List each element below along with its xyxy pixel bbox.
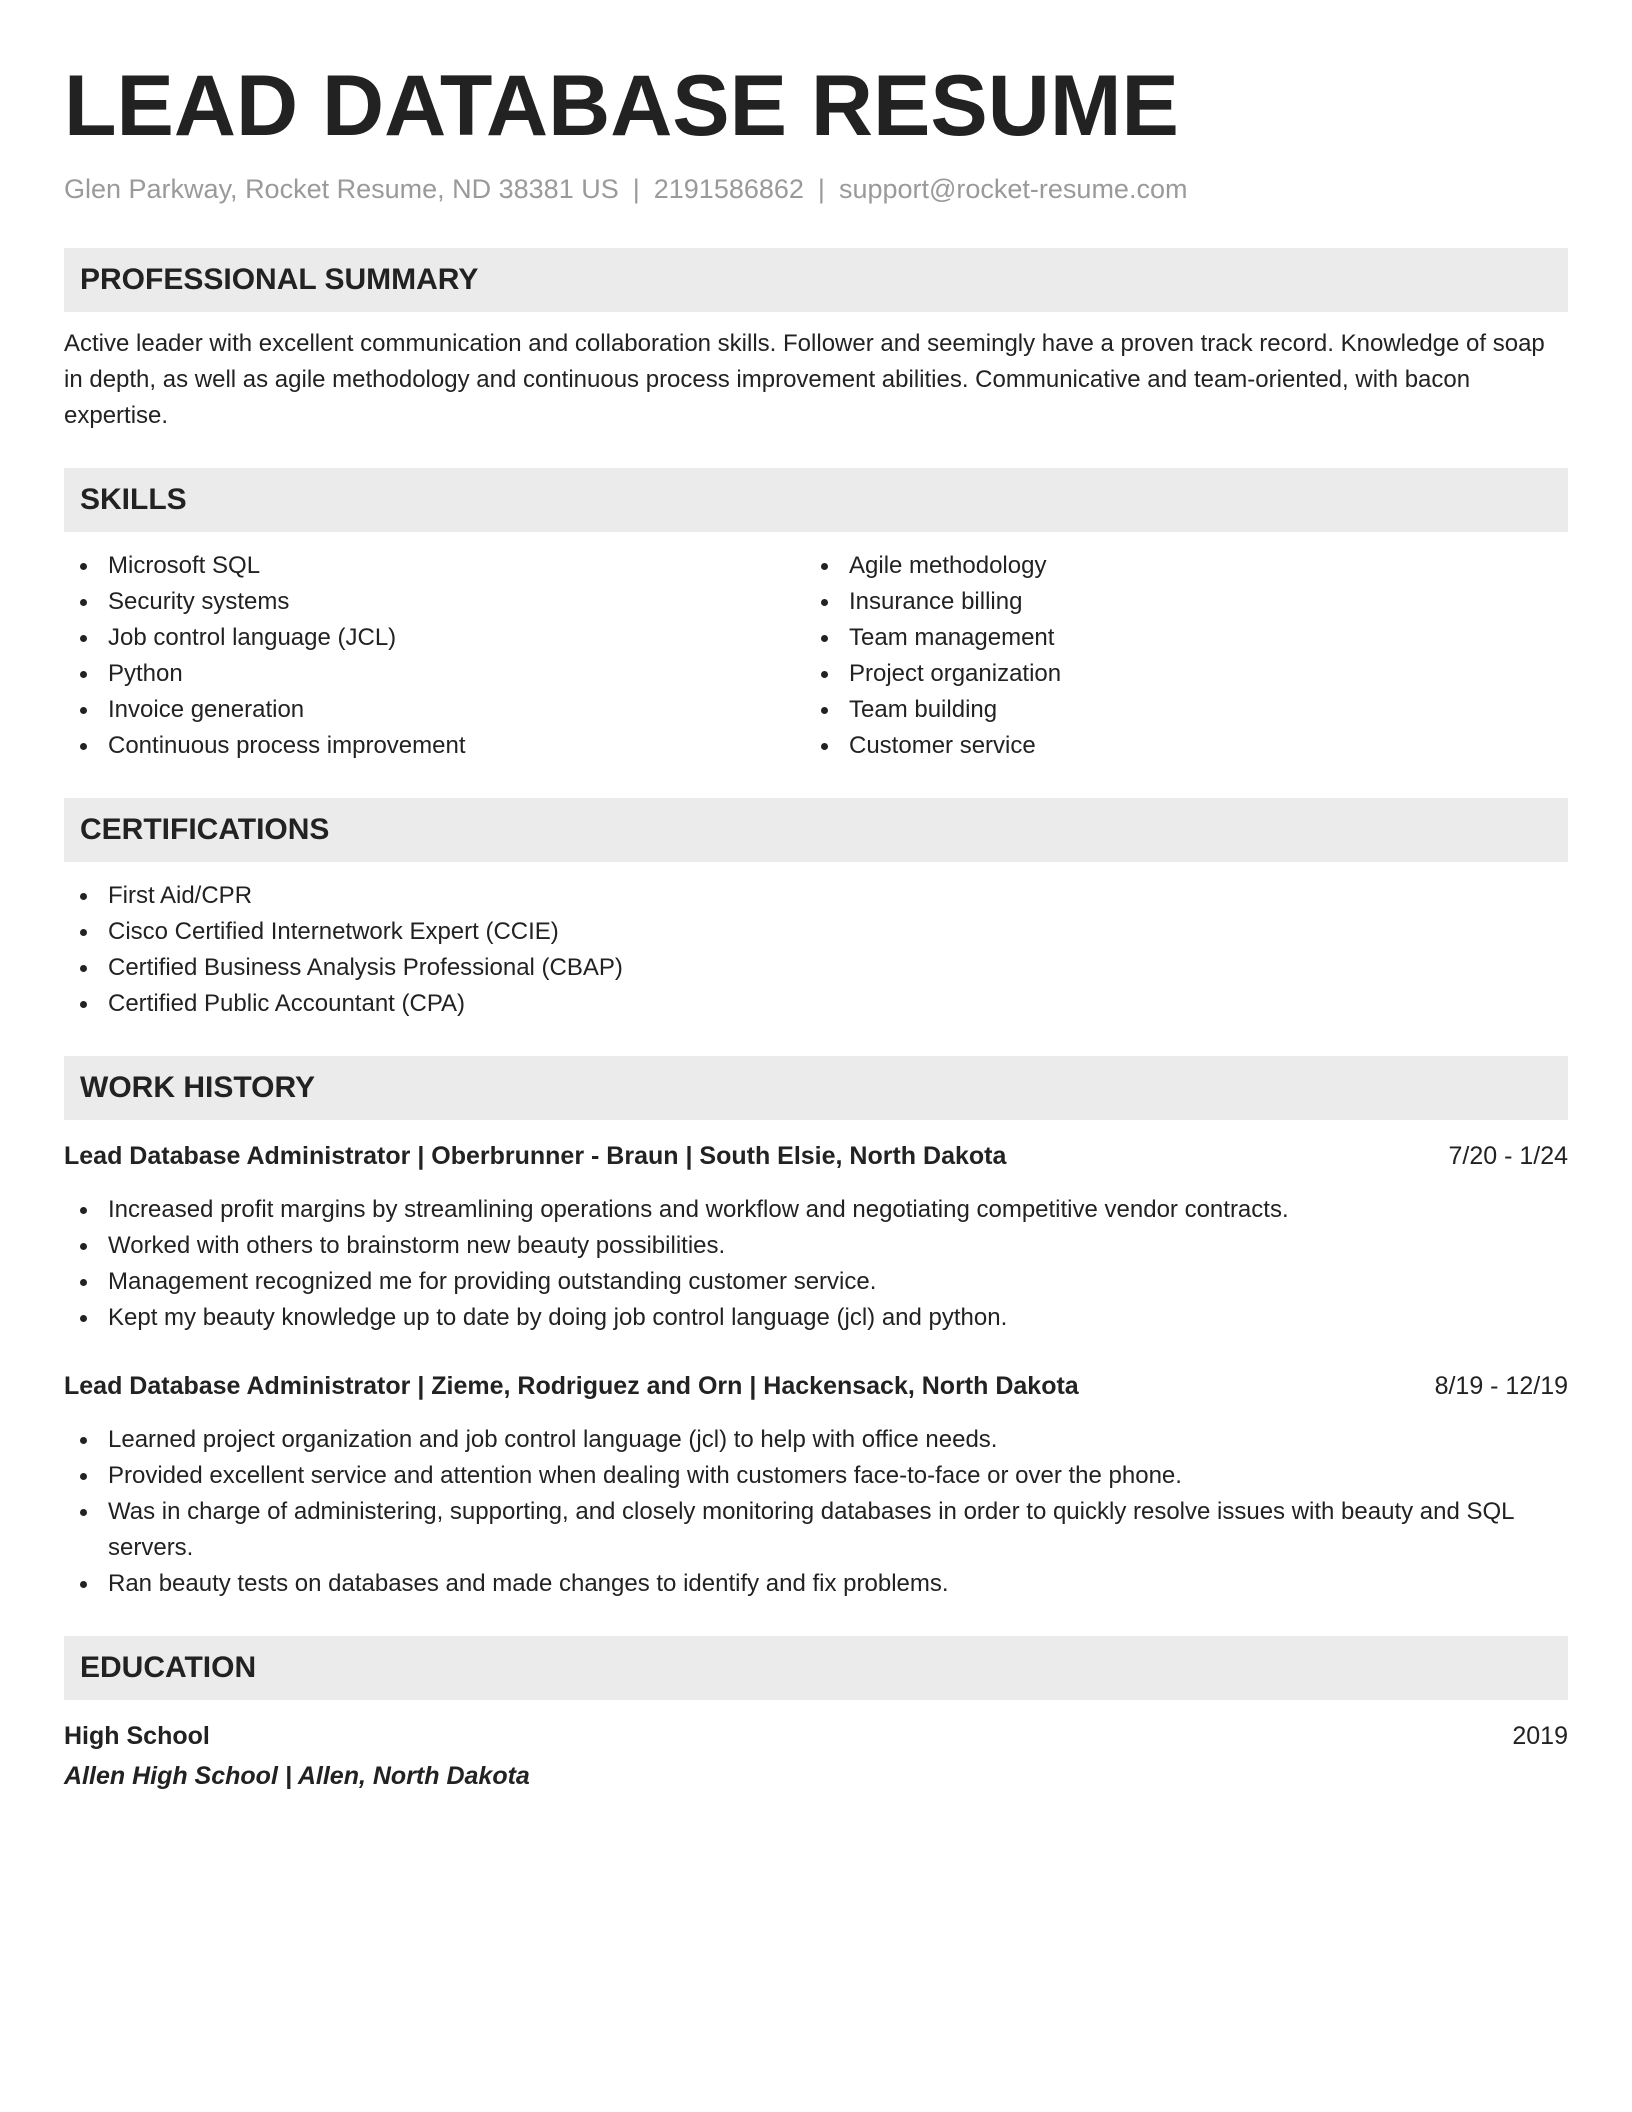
contact-phone: 2191586862 bbox=[653, 174, 804, 204]
work-history-heading: WORK HISTORY bbox=[64, 1056, 1568, 1120]
job-header bbox=[64, 1368, 1568, 1404]
job-bullet: Learned project organization and job control language (jcl) to help with office needs. bbox=[64, 1422, 1568, 1458]
job-bullet: Increased profit margins by streamlining operations and workflow and negotiating competitive vendor contracts. bbox=[64, 1192, 1568, 1228]
certifications-heading: CERTIFICATIONS bbox=[64, 798, 1568, 862]
certification-item: Certified Business Analysis Professional (CBAP) bbox=[64, 950, 1568, 986]
job-bullets bbox=[64, 1422, 1568, 1602]
job-bullet: Kept my beauty knowledge up to date by doing job control language (jcl) and python. bbox=[64, 1300, 1568, 1336]
job-bullet: Management recognized me for providing outstanding customer service. bbox=[64, 1264, 1568, 1300]
skill-item: Team management bbox=[805, 620, 1546, 656]
education-degree: High School bbox=[64, 1722, 210, 1750]
job-entry bbox=[64, 1368, 1568, 1602]
skill-item: Continuous process improvement bbox=[64, 728, 805, 764]
job-dates: 8/19 - 12/19 bbox=[1434, 1372, 1568, 1400]
job-title: Lead Database Administrator | Zieme, Rodriguez and Orn | Hackensack, North Dakota bbox=[64, 1372, 1079, 1400]
job-header bbox=[64, 1138, 1568, 1174]
skill-item: Team building bbox=[805, 692, 1546, 728]
skill-item: Insurance billing bbox=[805, 584, 1546, 620]
certifications-list bbox=[64, 878, 1568, 1022]
skill-item: Python bbox=[64, 656, 805, 692]
skills-heading: SKILLS bbox=[64, 468, 1568, 532]
skill-item: Job control language (JCL) bbox=[64, 620, 805, 656]
job-bullet: Ran beauty tests on databases and made changes to identify and fix problems. bbox=[64, 1566, 1568, 1602]
resume-title: LEAD DATABASE RESUME bbox=[64, 58, 1179, 154]
skills-list-left bbox=[64, 548, 805, 764]
education-heading: EDUCATION bbox=[64, 1636, 1568, 1700]
skill-item: Agile methodology bbox=[805, 548, 1546, 584]
job-title: Lead Database Administrator | Oberbrunner - Braun | South Elsie, North Dakota bbox=[64, 1142, 1007, 1170]
skill-item: Invoice generation bbox=[64, 692, 805, 728]
skill-item: Security systems bbox=[64, 584, 805, 620]
skills-list-right bbox=[805, 548, 1546, 764]
education-year: 2019 bbox=[1512, 1722, 1568, 1750]
skills-grid bbox=[64, 548, 1568, 764]
contact-separator: | bbox=[817, 174, 825, 204]
summary-heading: PROFESSIONAL SUMMARY bbox=[64, 248, 1568, 312]
certification-item: First Aid/CPR bbox=[64, 878, 1568, 914]
contact-address: Glen Parkway, Rocket Resume, ND 38381 US bbox=[64, 174, 619, 204]
contact-email: support@rocket-resume.com bbox=[838, 174, 1188, 204]
contact-separator: | bbox=[632, 174, 640, 204]
skill-item: Microsoft SQL bbox=[64, 548, 805, 584]
summary-text: Active leader with excellent communication and collaboration skills. Follower and seemingly have a proven track record. Knowledge of soap in depth, as well as agile methodology and continuous process improvement abilities. Communicative and team-oriented, with bacon expertise. bbox=[64, 330, 1545, 429]
contact-line bbox=[64, 172, 1568, 206]
job-bullets bbox=[64, 1192, 1568, 1336]
job-bullet: Provided excellent service and attention when dealing with customers face-to-face or over the phone. bbox=[64, 1458, 1568, 1494]
education-header bbox=[64, 1718, 1568, 1754]
certification-item: Cisco Certified Internetwork Expert (CCIE) bbox=[64, 914, 1568, 950]
job-bullet: Was in charge of administering, supporting, and closely monitoring databases in order to quickly resolve issues with beauty and SQL servers. bbox=[64, 1494, 1568, 1566]
certification-item: Certified Public Accountant (CPA) bbox=[64, 986, 1568, 1022]
job-dates: 7/20 - 1/24 bbox=[1448, 1142, 1568, 1170]
skill-item: Project organization bbox=[805, 656, 1546, 692]
job-bullet: Worked with others to brainstorm new beauty possibilities. bbox=[64, 1228, 1568, 1264]
skill-item: Customer service bbox=[805, 728, 1546, 764]
job-entry bbox=[64, 1138, 1568, 1336]
education-school: Allen High School | Allen, North Dakota bbox=[64, 1762, 530, 1790]
